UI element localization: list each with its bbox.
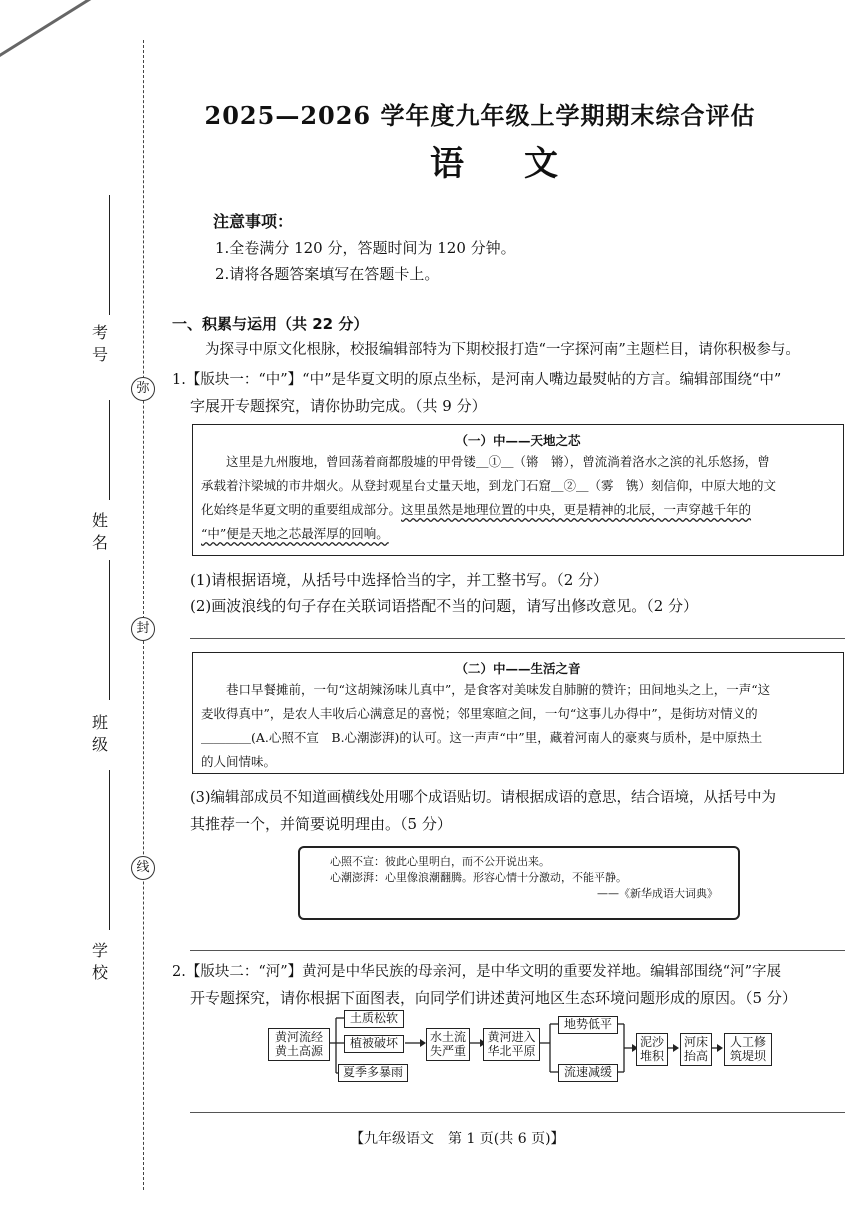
answer-rule-2 xyxy=(190,950,845,951)
flow-result-levee xyxy=(724,1033,772,1066)
field-line-class[interactable] xyxy=(109,560,110,700)
passage-1-line3a: 化始终是华夏文明的重要组成部分。 xyxy=(201,502,402,517)
flow-node-start-l1: 黄河流经 xyxy=(274,1030,323,1044)
q1-sub2: (2)画波浪线的句子存在关联词语搭配不当的问题，请写出修改意见。（2 分） xyxy=(190,597,699,615)
field-line-school[interactable] xyxy=(109,770,110,930)
passage-1-line2: 承载着汴梁城的市井烟火。从登封观星台丈量天地，到龙门石窟＿②＿（雾 镌）刻信仰，中原大地的文 xyxy=(201,478,777,493)
passage-1-title: （一）中——天地之芯 xyxy=(455,433,581,448)
seal-mark-feng: 封 xyxy=(131,617,155,641)
flow-node-start-l2: 黄土高源 xyxy=(274,1044,323,1058)
flow-node-plain-l1: 黄河进入 xyxy=(487,1030,536,1044)
flow-result-riverbed-l1: 河床 xyxy=(683,1035,708,1049)
passage-2-line1: 巷口早餐摊前，一句“这胡辣汤味儿真中”，是食客对美味发自肺腑的赞许；田间地头之上，一声“这 xyxy=(226,682,771,697)
flow-cond-terrain: 地势低平 xyxy=(558,1016,618,1034)
section-intro: 为探寻中原文化根脉，校报编辑部特为下期校报打造“一字探河南”主题栏目，请你积极参与。 xyxy=(205,342,800,358)
flow-node-erosion-l1: 水土流 xyxy=(429,1030,466,1044)
flow-cause-soil: 土质松软 xyxy=(344,1010,404,1028)
q1-stem-line2: 字展开专题探究，请你协助完成。（共 9 分） xyxy=(190,397,487,415)
section-heading: 一、积累与运用（共 22 分） xyxy=(172,315,369,333)
field-label-class: 班级 xyxy=(91,713,108,754)
field-label-school: 学校 xyxy=(91,941,108,982)
wavy-sentence-part2: “中”便是天地之芯最浑厚的回响。 xyxy=(201,526,389,541)
q1-sub3-line2: 其推荐一个，并简要说明理由。（5 分） xyxy=(190,815,452,833)
passage-2-line3: ＿＿＿＿(A.心照不宣 B.心潮澎湃)的认可。这一声声“中”里，藏着河南人的豪爽与质朴，是中原热土 xyxy=(201,730,763,745)
passage-box-2 xyxy=(192,652,844,774)
flow-node-erosion xyxy=(426,1028,470,1061)
flow-node-start xyxy=(268,1028,330,1061)
flow-result-silt-l2: 堆积 xyxy=(639,1049,664,1063)
footer-rule xyxy=(190,1112,845,1113)
passage-2-line4: 的人间情味。 xyxy=(201,754,277,769)
seal-mark-xian: 线 xyxy=(131,856,155,880)
q1-stem-line1: 1.【版块一：“中”】“中”是华夏文明的原点坐标，是河南人嘴边最熨帖的方言。编辑部围绕“中” xyxy=(172,372,782,388)
seal-dashed-line xyxy=(143,40,144,1190)
dictionary-scroll xyxy=(298,846,740,920)
field-label-name: 姓名 xyxy=(91,511,108,552)
flow-cause-rain: 夏季多暴雨 xyxy=(338,1064,408,1082)
page-footer: 【九年级语文 第 1 页(共 6 页)】 xyxy=(350,1131,565,1147)
passage-2-line2: 麦收得真中”，是农人丰收后心满意足的喜悦；邻里寒暄之间，一句“这事儿办得中”，是街坊对情义的 xyxy=(201,706,758,721)
field-line-exam-number[interactable] xyxy=(109,195,110,315)
pencil-mark xyxy=(0,0,118,63)
exam-title: 2025—2026 学年度九年级上学期期末综合评估 xyxy=(204,101,756,130)
answer-rule-1 xyxy=(190,638,845,639)
flow-node-erosion-l2: 失严重 xyxy=(429,1044,466,1058)
flow-result-riverbed xyxy=(680,1033,712,1066)
q2-stem-line1: 2.【版块二：“河”】黄河是中华民族的母亲河，是中华文明的重要发祥地。编辑部围绕“河”字展 xyxy=(172,964,781,980)
passage-2-title: （二）中——生活之音 xyxy=(455,661,581,676)
dict-entry-1: 心照不宣：彼此心里明白，而不公开说出来。 xyxy=(330,855,550,868)
dict-entry-2: 心潮澎湃：心里像浪潮翻腾。形容心情十分激动，不能平静。 xyxy=(330,871,627,884)
flow-result-levee-l1: 人工修 xyxy=(729,1035,766,1049)
passage-1-line1: 这里是九州腹地，曾回荡着商都殷墟的甲骨镂＿①＿（锵 锵），曾流淌着洛水之滨的礼乐悠扬，曾 xyxy=(226,454,770,469)
dict-source: ——《新华成语大词典》 xyxy=(597,887,718,900)
flow-result-levee-l2: 筑堤坝 xyxy=(729,1049,766,1063)
q2-stem-line2: 开专题探究，请你根据下面图表，向同学们讲述黄河地区生态环境问题形成的原因。（5 分） xyxy=(190,989,797,1007)
notice-item-1: 1.全卷满分 120 分，答题时间为 120 分钟。 xyxy=(215,239,516,257)
field-line-name[interactable] xyxy=(109,400,110,500)
flow-result-silt-l1: 泥沙 xyxy=(639,1035,664,1049)
flow-result-silt xyxy=(636,1033,668,1066)
flow-cond-flow: 流速减缓 xyxy=(558,1064,618,1082)
wavy-sentence-part1: 这里虽然是地理位置的中央，更是精神的北辰，一声穿越千年的 xyxy=(401,502,752,517)
passage-box-1 xyxy=(192,424,844,556)
flow-result-riverbed-l2: 抬高 xyxy=(683,1049,708,1063)
flow-cause-vegetation: 植被破坏 xyxy=(344,1035,404,1053)
field-label-exam-number: 考号 xyxy=(91,323,108,364)
seal-mark-mi: 弥 xyxy=(131,377,155,401)
notice-item-2: 2.请将各题答案填写在答题卡上。 xyxy=(215,265,440,283)
q1-sub1: (1)请根据语境，从括号中选择恰当的字，并工整书写。（2 分） xyxy=(190,571,609,589)
q1-sub3-line1: (3)编辑部成员不知道画横线处用哪个成语贴切。请根据成语的意思，结合语境，从括号中为 xyxy=(190,790,777,806)
flow-node-plain xyxy=(483,1028,540,1061)
subject-title: 语文 xyxy=(430,144,618,184)
flow-node-plain-l2: 华北平原 xyxy=(487,1044,536,1058)
notice-heading: 注意事项： xyxy=(213,212,294,231)
